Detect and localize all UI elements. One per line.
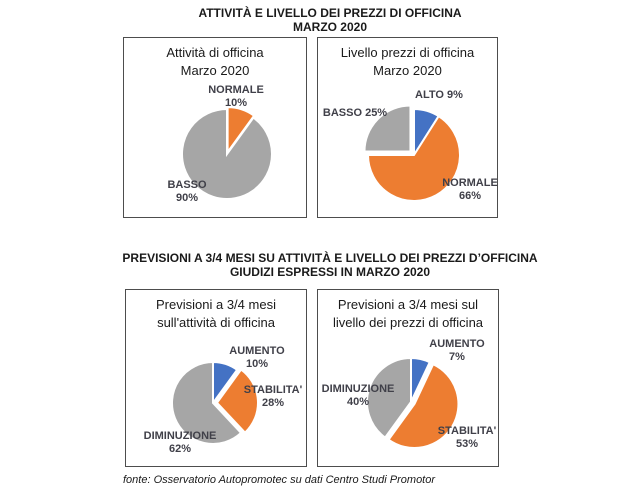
panel-livello-prezzi <box>317 37 498 218</box>
chart-title-line1: Livello prezzi di officina <box>340 45 475 60</box>
pie-label <box>244 384 302 410</box>
pie-chart-livello-prezzi <box>318 38 497 217</box>
chart-title-line2: livello dei prezzi di officina <box>332 315 484 330</box>
pie-label <box>415 89 463 102</box>
section1-title <box>30 6 630 34</box>
pie-label-line: 40% <box>346 396 370 408</box>
panel-previsioni-attivita <box>125 289 307 467</box>
section1-title-line1: ATTIVITÀ E LIVELLO DEI PREZZI DI OFFICINA <box>198 6 462 20</box>
pie-chart-attivita <box>124 38 306 217</box>
pie-label-line: 53% <box>455 438 479 450</box>
pie-label-line: 28% <box>261 397 285 409</box>
pie-label-line: ALTO 9% <box>415 89 463 101</box>
pie-label-line: 10% <box>224 97 248 109</box>
pie-label-line: STABILITA' <box>243 384 303 396</box>
pie-label <box>323 107 387 120</box>
pie-label-line: BASSO <box>167 179 207 191</box>
section1-title-line2: MARZO 2020 <box>292 20 368 34</box>
pie-label-line: 62% <box>168 443 192 455</box>
pie-label <box>208 84 264 110</box>
section2-title-line2: GIUDIZI ESPRESSI IN MARZO 2020 <box>229 265 431 279</box>
pie-label <box>442 177 498 203</box>
pie-label <box>167 179 206 205</box>
pie-label-line: DIMINUZIONE <box>143 430 217 442</box>
pie-label-line: AUMENTO <box>229 345 285 357</box>
pie-label-line: 10% <box>245 358 269 370</box>
pie-label-line: AUMENTO <box>429 338 485 350</box>
pie-label <box>229 345 284 371</box>
pie-label-line: 66% <box>458 190 482 202</box>
pie-chart-previsioni-prezzi <box>318 290 498 466</box>
panel-attivita-officina <box>123 37 307 218</box>
chart-title-line2: Marzo 2020 <box>180 63 250 78</box>
chart-title-line2: Marzo 2020 <box>373 63 442 78</box>
chart-title-line1: Attività di officina <box>166 45 264 60</box>
pie-label <box>322 383 395 409</box>
chart-title-line1: Previsioni a 3/4 mesi <box>156 297 276 312</box>
section2-title <box>30 251 630 279</box>
pie-chart-previsioni-attivita <box>126 290 306 466</box>
pie-label-line: 7% <box>449 351 465 363</box>
pie-label-line: NORMALE <box>442 177 498 189</box>
source-note: fonte: Osservatorio Autopromotec su dati Centro Studi Promotor <box>123 474 436 486</box>
pie-svg <box>124 38 306 217</box>
pie-label-line: BASSO 25% <box>322 107 388 119</box>
pie-label <box>438 425 496 451</box>
pie-label <box>429 338 484 364</box>
pie-label-line: NORMALE <box>208 84 264 96</box>
chart-title-line1: Previsioni a 3/4 mesi sul <box>337 297 479 312</box>
chart-title-line2: sull'attività di officina <box>157 315 275 330</box>
pie-label-line: STABILITA' <box>437 425 497 437</box>
pie-label-line: DIMINUZIONE <box>321 383 395 395</box>
pie-label <box>144 430 217 456</box>
pie-label-line: 90% <box>175 192 199 204</box>
panel-previsioni-prezzi <box>317 289 499 467</box>
section2-title-line1: PREVISIONI A 3/4 MESI SU ATTIVITÀ E LIVELLO DEI PREZZI D’OFFICINA <box>122 251 538 265</box>
